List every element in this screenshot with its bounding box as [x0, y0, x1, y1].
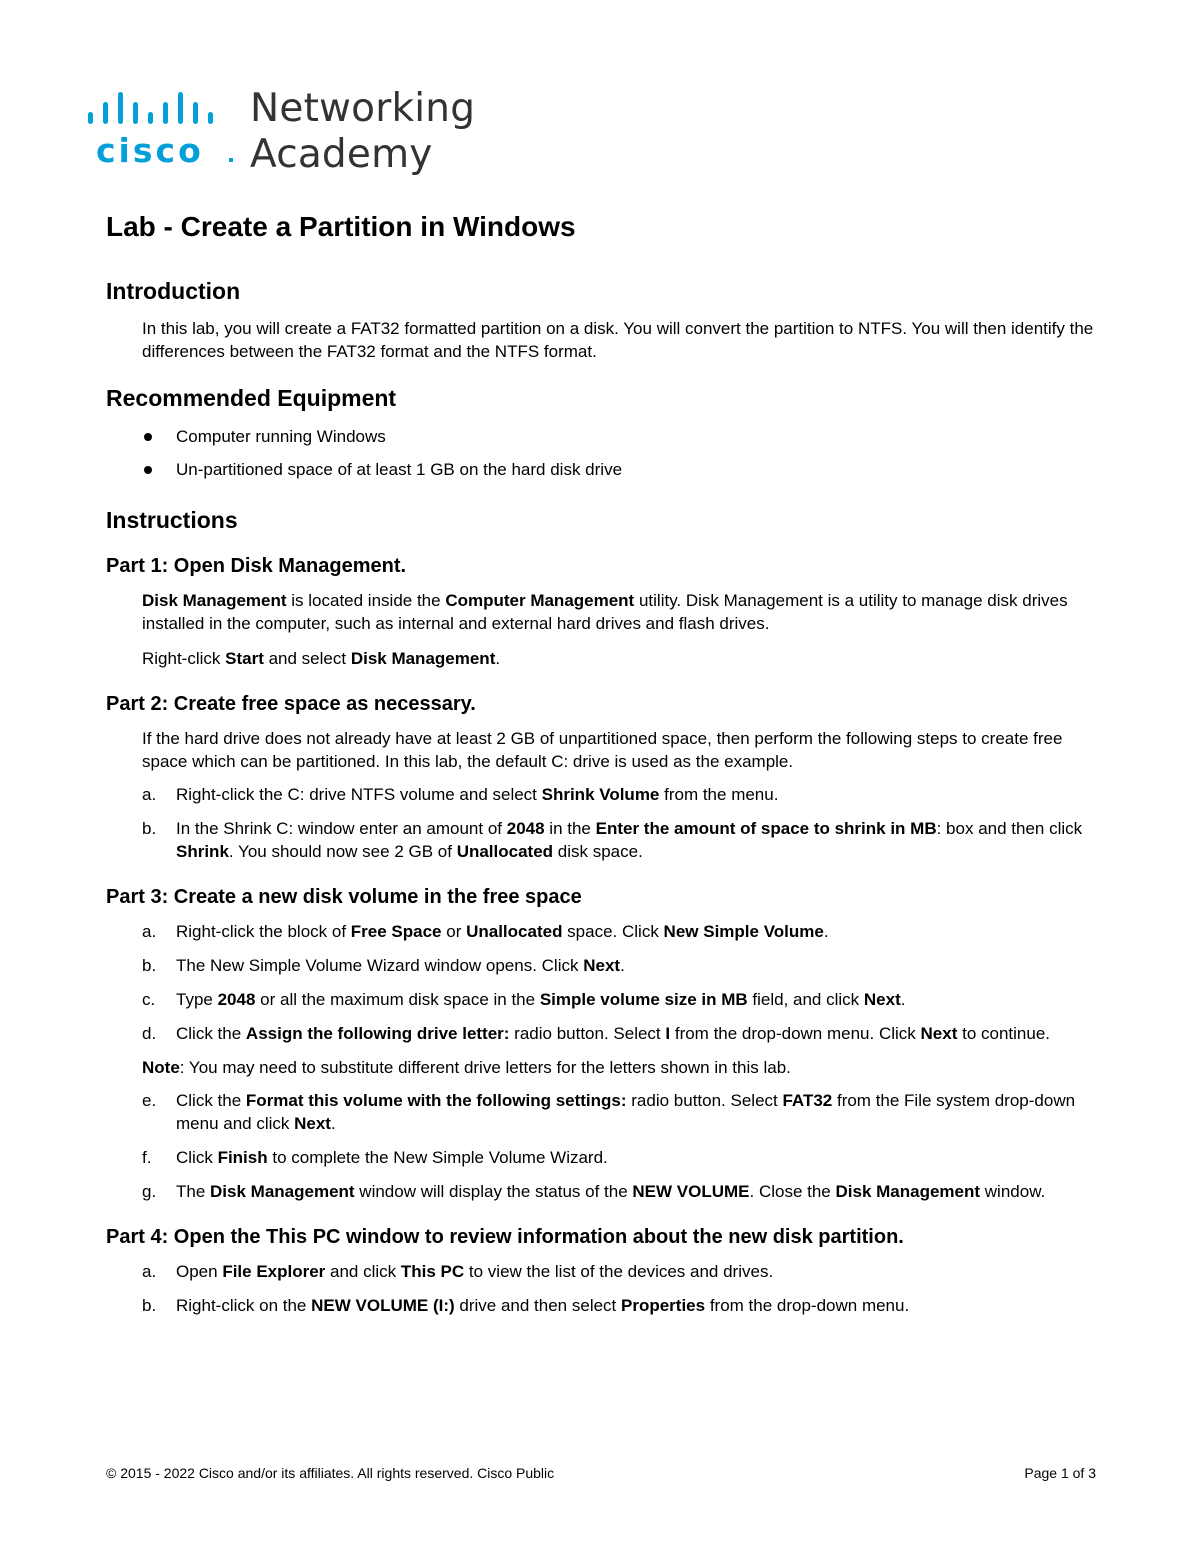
bold-term: This PC [400, 1262, 465, 1282]
text-run: space. Click [562, 922, 664, 942]
bold-term: Shrink [176, 842, 229, 862]
text-run: Right-click the C: drive NTFS volume and select [176, 785, 542, 805]
text-run: . [823, 922, 829, 942]
text-run: or all the maximum disk space in the [255, 990, 540, 1010]
text-run: field, and click [747, 990, 864, 1010]
text-run: to complete the New Simple Volume Wizard. [267, 1148, 608, 1168]
bold-term: Enter the amount of space to shrink in MB [595, 819, 937, 839]
equipment-item: Un-partitioned space of at least 1 GB on the hard disk drive [142, 458, 1096, 481]
text-run: to view the list of the devices and drives. [464, 1262, 774, 1282]
bold-term: Free Space [350, 922, 442, 942]
part1-paragraph-1 [142, 589, 1096, 635]
part2-steps [142, 783, 1096, 863]
step-letter: b. [142, 1296, 157, 1316]
step-item [142, 920, 1096, 943]
text-run: from the File system drop-down menu and click [176, 1091, 1076, 1134]
page-title: Lab - Create a Partition in Windows [106, 211, 576, 242]
bold-term: NEW VOLUME [632, 1182, 750, 1202]
part3-steps-a [142, 920, 1096, 1045]
step-item [142, 988, 1096, 1011]
step-letter: a. [142, 785, 157, 805]
logo-line-academy: Academy [250, 132, 433, 177]
step-letter: b. [142, 956, 157, 976]
text-run: . [495, 649, 501, 669]
part1-paragraph-2 [142, 647, 1096, 670]
text-run: The [176, 1182, 211, 1202]
bold-term: Shrink Volume [541, 785, 660, 805]
bold-term: Finish [217, 1148, 268, 1168]
bold-term: Disk Management [835, 1182, 981, 1202]
text-run: utility. Disk Management is a utility to manage disk drives installed in the computer, such as internal and external hard drives and flash drives. [142, 591, 1068, 634]
text-run: Right-click the block of [176, 922, 351, 942]
page-footer [106, 1465, 1096, 1481]
bold-term: Disk Management [210, 1182, 355, 1202]
text-run: from the drop-down menu. [705, 1296, 910, 1316]
text-run: in the [544, 819, 596, 839]
part2-section [106, 692, 1096, 863]
text-run: : box and then click [936, 819, 1083, 839]
text-run: Click the [176, 1091, 246, 1111]
text-run: In the Shrink C: window enter an amount of [176, 819, 507, 839]
networking-academy-logo [86, 84, 476, 179]
step-item [142, 1294, 1096, 1317]
text-run: . [620, 956, 625, 976]
text-run: or [441, 922, 467, 942]
bold-term: Properties [621, 1296, 706, 1316]
part1-heading: Part 1: Open Disk Management. [106, 555, 407, 578]
step-item [142, 1146, 1096, 1169]
text-run: window will display the status of the [354, 1182, 633, 1202]
bold-term: Disk Management [350, 649, 496, 669]
bold-term: Start [225, 649, 264, 669]
logo-dot [229, 158, 233, 162]
text-run: Right-click on the [176, 1296, 312, 1316]
part2-intro: If the hard drive does not already have at least 2 GB of unpartitioned space, then perform the following steps to create free space which can be partitioned. In this lab, the default C: drive is used as the example. [142, 729, 1063, 772]
bold-term: Assign the following drive letter: [245, 1024, 510, 1044]
text-run: . You should now see 2 GB of [228, 842, 457, 862]
step-item [142, 1180, 1096, 1203]
step-letter: d. [142, 1024, 157, 1044]
part3-note [142, 1056, 1096, 1079]
text-run: : You may need to substitute different drive letters for the letters shown in this lab. [179, 1058, 791, 1078]
step-item [142, 783, 1096, 806]
step-item [142, 954, 1096, 977]
part4-steps [142, 1260, 1096, 1317]
text-run: disk space. [553, 842, 643, 862]
text-run: to continue. [957, 1024, 1050, 1044]
text-run: is located inside the [286, 591, 446, 611]
bold-term: Next [863, 990, 901, 1010]
cisco-wordmark: cisco [96, 131, 204, 170]
step-item [142, 1089, 1096, 1135]
text-run: and click [325, 1262, 401, 1282]
part4-section [106, 1225, 1096, 1317]
text-run: Type [176, 990, 218, 1010]
bold-term: FAT32 [782, 1091, 833, 1111]
text-run: radio button. Select [509, 1024, 666, 1044]
bold-term: 2048 [506, 819, 545, 839]
step-letter: c. [142, 990, 156, 1010]
cisco-bridge-icon [86, 88, 236, 132]
text-run: Click [176, 1148, 218, 1168]
step-item [142, 817, 1096, 863]
step-letter: b. [142, 819, 157, 839]
page-number: Page 1 of 3 [1024, 1465, 1096, 1481]
text-run: Click the [176, 1024, 246, 1044]
part4-heading: Part 4: Open the This PC window to review information about the new disk partition. [106, 1226, 904, 1249]
bold-term: NEW VOLUME (I:) [311, 1296, 455, 1316]
part3-steps-b [142, 1089, 1096, 1203]
part2-heading: Part 2: Create free space as necessary. [106, 693, 476, 716]
text-run: Open [176, 1262, 223, 1282]
part1-section [106, 554, 1096, 670]
text-run: Right-click [142, 649, 226, 669]
copyright-text: © 2015 - 2022 Cisco and/or its affiliates. All rights reserved. Cisco Public [106, 1465, 555, 1481]
equipment-heading: Recommended Equipment [106, 385, 397, 412]
bold-term: New Simple Volume [663, 922, 824, 942]
step-letter: f. [142, 1148, 152, 1168]
bold-term: 2048 [217, 990, 256, 1010]
text-run: window. [980, 1182, 1046, 1202]
step-letter: g. [142, 1182, 157, 1202]
part3-section [106, 885, 1096, 1203]
introduction-text: In this lab, you will create a FAT32 formatted partition on a disk. You will convert the partition to NTFS. You will then identify the differences between the FAT32 format and the NTFS format. [142, 319, 1094, 362]
equipment-section [106, 385, 1096, 481]
equipment-item: Computer running Windows [142, 425, 1096, 448]
logo-line-networking: Networking [250, 86, 476, 131]
text-run: . [330, 1114, 336, 1134]
part3-heading: Part 3: Create a new disk volume in the free space [106, 886, 582, 909]
bold-term: Format this volume with the following settings: [245, 1091, 627, 1111]
text-run: from the menu. [659, 785, 779, 805]
step-item [142, 1260, 1096, 1283]
document-body [106, 210, 1096, 1331]
step-letter: a. [142, 922, 157, 942]
step-letter: e. [142, 1091, 157, 1111]
bold-term: Next [294, 1114, 331, 1134]
bold-term: Disk Management [142, 591, 287, 611]
text-run: . Close the [749, 1182, 836, 1202]
bold-term: Simple volume size in MB [539, 990, 748, 1010]
text-run: . [900, 990, 906, 1010]
bold-term: Unallocated [456, 842, 554, 862]
text-run: The New Simple Volume Wizard window opens. Click [176, 956, 584, 976]
bold-term: I [665, 1024, 671, 1044]
step-item [142, 1022, 1096, 1045]
bold-term: Unallocated [466, 922, 563, 942]
text-run: drive and then select [454, 1296, 621, 1316]
instructions-heading: Instructions [106, 506, 238, 533]
introduction-section [106, 278, 1096, 364]
text-run: radio button. Select [626, 1091, 783, 1111]
bold-term: Note [142, 1058, 180, 1078]
step-letter: a. [142, 1262, 157, 1282]
equipment-list [142, 425, 1096, 481]
text-run: from the drop-down menu. Click [670, 1024, 921, 1044]
bold-term: Next [583, 956, 621, 976]
bold-term: Computer Management [445, 591, 635, 611]
text-run: and select [263, 649, 351, 669]
introduction-heading: Introduction [106, 277, 241, 304]
bold-term: Next [920, 1024, 958, 1044]
bold-term: File Explorer [222, 1262, 326, 1282]
